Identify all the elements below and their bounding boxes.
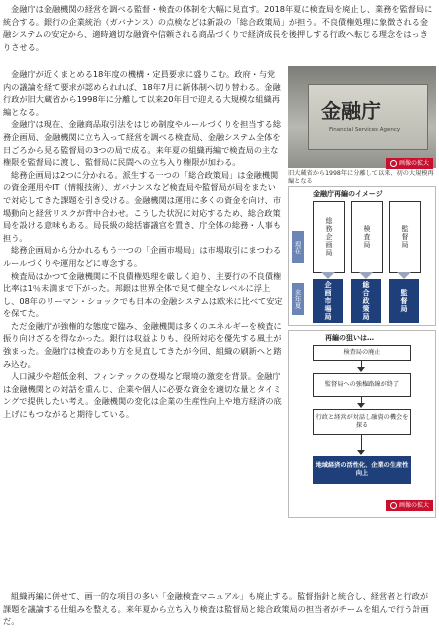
photo-caption: 旧大蔵省から1998年に分離して以来、初の大規模再編となる (288, 170, 434, 185)
bureau-policy: 総合政策局 (351, 279, 381, 323)
down-arrow-icon (321, 272, 335, 279)
lead-paragraph: 金融庁は金融機関の経営を調べる監督・検査の体制を大幅に見直す。2018年夏に検査局を廃止し、業務を監督局に統合する。銀行の企業統治（ガバナンス）の点検などは新設の「総合政策局」が担う。不良債権処理に象徴される金融システムの安定から、適時適切な融資や信頼される商品づくりで経済成長を後押しする行政へ転じる理念をはっきりさせる。 (3, 4, 433, 52)
bureau-planning-market: 企画市場局 (313, 279, 343, 323)
future-label: 来年夏 (292, 283, 304, 315)
magnifier-icon (390, 502, 397, 509)
flow-step-4: 地域経済の活性化、企業の生産性向上 (313, 456, 411, 484)
diagram-enlarge-label: 画像の拡大 (399, 502, 430, 509)
photo-enlarge-button[interactable] (386, 158, 433, 169)
diagram-enlarge-button[interactable] (386, 500, 433, 511)
down-arrow-icon (359, 272, 373, 279)
fsa-sign (308, 84, 428, 150)
photo-enlarge-label: 画像の拡大 (399, 160, 430, 167)
aim-flow-frame (288, 330, 436, 518)
reorg-image-frame (288, 186, 436, 326)
paragraph-2: 金融庁は現在、金融商品取引法をはじめ制度やルールづくりを担当する総務企画局、金融機関に立ち入って経営を調べる検査局、金融システム全体を日ごろから見る監督局の3つの局で成る。来年夏の組織再編で検査局の主な権限を監督局に渡し、監督局に民間への立ち入り権限が加わる。 (3, 119, 282, 168)
flow-step-2: 監督局への強権路線が終了 (313, 373, 411, 397)
arrow-down-icon (357, 367, 365, 372)
flow-step-3: 行政と経営が対話し融資の機会を探る (313, 409, 411, 435)
down-arrow-icon (397, 272, 411, 279)
paragraph-6: ただ金融庁が強権的な態度で臨み、金融機関は多くのエネルギーを検査に振り向けざるを得なかった。銀行は収益よりも、役所対応を優先する風土が強まった。金融庁は検査のあり方を見直してきたが今回、組織の刷新へと踏み込む。 (3, 320, 282, 369)
magnifier-icon (390, 160, 397, 167)
flow-title: 再編の狙いは… (325, 334, 374, 342)
article-lead (3, 3, 436, 53)
paragraph-5: 検査局はかつて金融機関に不良債権処理を厳しく迫り、主要行の不良債権比率は1％未満まで下がった。邦銀は世界全体で見て健全なレベルに浮上し、08年のリーマン・ショックでも日本の金融システムは欧米に比べて安定を保てた。 (3, 270, 283, 319)
arrow-down-icon (357, 450, 365, 455)
flow-step-1: 検査局の廃止 (313, 345, 411, 361)
article-footer-text (3, 590, 436, 628)
paragraph-7: 人口減少や超低金利、フィンテックの登場など環境の激変を背景。金融庁は金融機関との対話を重んじ、企業や個人に必要な資金を適切な量とタイミングで提供したい考え。金融機関の変化は企業の生産性向上や地方経済の底上げにもつながると期待している。 (3, 371, 282, 420)
article-column (3, 68, 283, 421)
paragraph-1: 金融庁が近くまとめる18年度の機構・定員要求に盛りこむ。政府・与党内の議論を経て要求が認められれば、18年7月に新体制へ切り替わる。金融行政が旧大蔵省から1998年に分離して以来20年目で迎える大規模な組織再編となる。 (3, 69, 281, 117)
reorganization-diagram[interactable] (288, 186, 436, 516)
fsa-sign-photo[interactable] (288, 66, 436, 168)
arrow-down-icon (357, 403, 365, 408)
bureau-inspection: 検査局 (351, 201, 383, 273)
paragraph-8: 組織再編に併せて、画一的な項目の多い「金融検査マニュアル」も廃止する。監督指針と統合し、経営者と行政が課題を議論する仕組みを整える。来年夏から立ち入り検査は監督局と総合政策局の担当者がチームを組んで行う計画だ。 (3, 591, 429, 627)
paragraph-3: 総務企画局は2つに分かれる。派生する一つの「総合政策局」は金融機関の資金運用やIT（情報技術）、ガバナンスなど検査局や監督局が局をまたいで対応してきた課題を引き受ける。金融機関は運用に多くの資金を向け、市場動向と経営リスクが背中合わせ。こうした状況に対応するため、総合政策局を設ける意味もある。局長級の総括審議官を置き、庁全体の総務・人事も担う。 (3, 169, 282, 243)
bureau-supervision: 監督局 (389, 201, 421, 273)
bureau-supervision-new: 監督局 (389, 279, 419, 323)
sign-main-text: 金融庁 (321, 99, 381, 123)
current-label: 現在 (292, 231, 304, 263)
sign-sub-text: Financial Services Agency (329, 127, 401, 133)
bureau-general-planning: 総務企画局 (313, 201, 345, 273)
diagram-title: 金融庁再編のイメージ (313, 190, 383, 198)
paragraph-4: 総務企画局から分かれるもう一つの「企画市場局」は市場取引にまつわるルールづくりや運用などに専念する。 (3, 245, 282, 268)
